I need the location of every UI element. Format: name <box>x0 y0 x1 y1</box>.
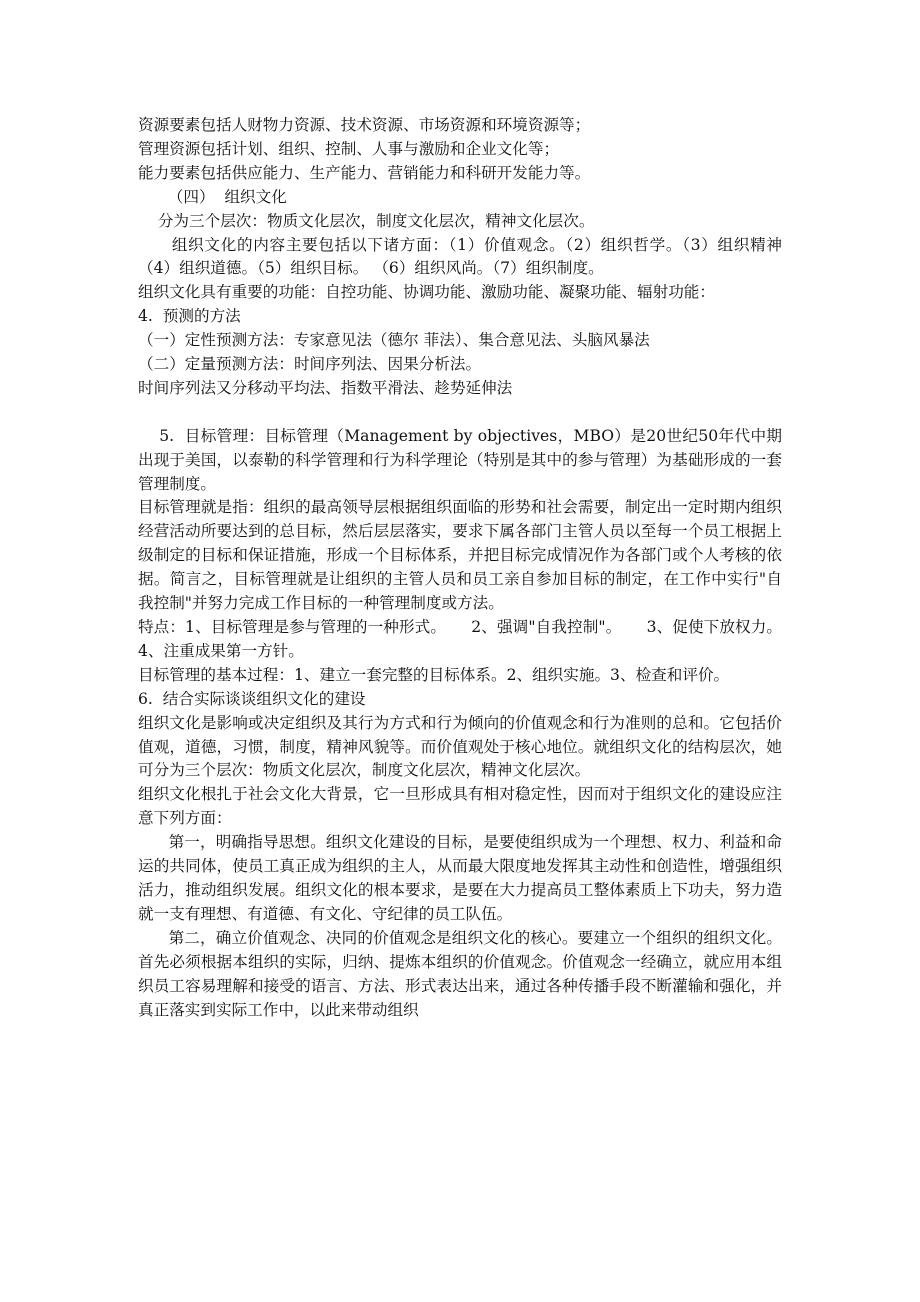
paragraph-capability-elements: 能力要素包括供应能力、生产能力、营销能力和科研开发能力等。 <box>138 163 591 182</box>
paragraph-mbo-features: 特点：1、目标管理是参与管理的一种形式。 2、强调"自我控制"。 3、促使下放权力。 4、注重成果第一方针。 <box>138 618 797 660</box>
paragraph-culture-content: 组织文化的内容主要包括以下诸方面：（1）价值观念。（2）组织哲学。（3）组织精神（4）组织道德。（5）组织目标。 （6）组织风尚。（7）组织制度。 <box>138 235 782 278</box>
paragraph-quantitative-methods: （二）定量预测方法：时间序列法、因果分析法。 <box>138 355 482 374</box>
paragraph-first-point: 第一，明确指导思想。组织文化建设的目标，是要使组织成为一个理想、权力、利益和命运的共同体，使员工真正成为组织的主人，从而最大限度地发挥其主动性和创造性，增强组织活力，推动组织发展。组织文化的根本要求，是要在大力提高员工整体素质上下功夫，努力造就一支有理想、有道德、有文化、守纪律的员工队伍。 <box>138 833 782 923</box>
section-heading-forecast-methods: 4. 预测的方法 <box>138 307 241 326</box>
paragraph-culture-functions: 组织文化具有重要的功能：自控功能、协调功能、激励功能、凝聚功能、辐射功能： <box>138 283 715 302</box>
paragraph-qualitative-methods: （一）定性预测方法：专家意见法（德尔 菲法）、集合意见法、头脑风暴法 <box>138 331 650 350</box>
section-heading-org-culture: （四） 组织文化 <box>138 187 287 206</box>
paragraph-management-resources: 管理资源包括计划、组织、控制、人事与激励和企业文化等； <box>138 139 560 158</box>
section-heading-culture-building: 6. 结合实际谈谈组织文化的建设 <box>138 689 366 708</box>
paragraph-mbo-definition: 目标管理就是指：组织的最高领导层根据组织面临的形势和社会需要，制定出一定时期内组织经营活动所要达到的总目标，然后层层落实，要求下属各部门主管人员以至每一个员工根据上级制定的目标和保证措施，形成一个目标体系，并把目标完成情况作为各部门或个人考核的依据。简言之，目标管理就是让组织的主管人员和员工亲自参加目标的制定，在工作中实行"自我控制"并努力完成工作目标的一种管理制度或方法。 <box>138 498 782 613</box>
paragraph-culture-background: 组织文化根扎于社会文化大背景，它一旦形成具有相对稳定性，因而对于组织文化的建设应注意下列方面： <box>138 785 782 828</box>
blank-line <box>138 401 782 425</box>
paragraph-resource-elements: 资源要素包括人财物力资源、技术资源、市场资源和环境资源等； <box>138 116 591 134</box>
paragraph-culture-definition: 组织文化是影响或决定组织及其行为方式和行为倾向的价值观念和行为准则的总和。它包括价值观，道德，习惯，制度，精神风貌等。而价值观处于核心地位。就组织文化的结构层次，她可分为三个层次：物质文化层次，制度文化层次，精神文化层次。 <box>138 713 782 780</box>
document-page <box>138 114 797 1022</box>
paragraph-three-levels: 分为三个层次：物质文化层次，制度文化层次，精神文化层次。 <box>138 211 595 230</box>
paragraph-time-series: 时间序列法又分移动平均法、指数平滑法、趁势延伸法 <box>138 378 513 397</box>
paragraph-mbo-process: 目标管理的基本过程：1、建立一套完整的目标体系。2、组织实施。3、检查和评价。 <box>138 665 730 684</box>
paragraph-second-point: 第二，确立价值观念、决同的价值观念是组织文化的核心。要建立一个组织的组织文化。首先必须根据本组织的实际，归纳、提炼本组织的价值观念。价值观念一经确立，就应用本组织员工容易理解和接受的语言、方法、形式表达出来，通过各种传播手段不断灌输和强化，并真正落实到实际工作中，以此来带动组织 <box>138 928 782 1019</box>
paragraph-mbo-intro: 5. 目标管理：目标管理（Management by objectives，MBO）是20世纪50年代中期出现于美国，以泰勒的科学管理和行为科学理论（特别是其中的参与管理）为基础形成的一套管理制度。 <box>138 426 782 493</box>
